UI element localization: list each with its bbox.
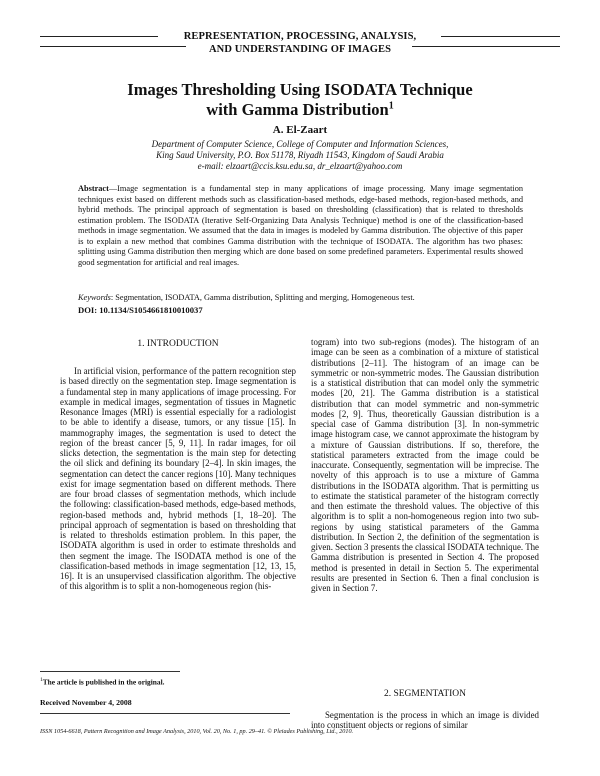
title-line2: with Gamma Distribution (206, 100, 389, 119)
affiliation-line1: Department of Computer Science, College of Computer and Information Sciences, (151, 139, 449, 149)
keywords-label: Keywords (78, 293, 111, 302)
title-line2-wrap (0, 100, 600, 120)
footnote (40, 676, 260, 686)
journal-footer: ISSN 1054-6618, Pattern Recognition and Image Analysis, 2010, Vol. 20, No. 1, pp. 29–41. © Pleiades Publishing, Ltd., 2010. (40, 728, 354, 735)
abstract-text: —Image segmentation is a fundamental step in many applications of image processing. Many image segmentation techniques exist based on different methods such as classification-based methods, edge-based methods, region-based methods, and hybrid methods. The principal approach of segmentation is based on thresholding (classification) that is related to thresholds estimation problem. The ISODATA (Iterative Self-Organizing Data Analysis Technique) method is one of the classification-based methods in image segmentation. We assumed that the data in images is modeled by Gamma distribution. The objective of this paper is to explain a new method that combines Gamma distribution with the technique of ISODATA. The algorithm has two phases: splitting using Gamma distribution then merging which are done based on some predefined parameters. Experimental results showed good segmentation for artificial and real images. (78, 184, 523, 267)
journal-header-line2: AND UNDERSTANDING OF IMAGES (208, 44, 392, 55)
footnote-text: The article is published in the original. (42, 677, 165, 687)
doi: DOI: 10.1134/S1054661810010037 (78, 305, 203, 315)
keywords (78, 293, 523, 304)
intro-left-column: In artificial vision, performance of the pattern recognition step is based directly on the segmentation step. Image segmentation is a fundamental step in many applications of image processing. For example in medical images, segmentation of tissues in Magnetic Resonance Images (MRI) is essential especially for a radiologist to be able to identify a disease, tumors, or any tissue [15]. In mammography images, the segmentation is used to detect the region of the breast cancer [5, 9, 11]. In radar images, for oil slicks detection, the segmentation is the main step for detecting the oil slick and defining its boundary [2–4]. In skin images, the segmentation can detect the cancer regions [10]. Many techniques exist for image segmentation based on different methods. There are four broad classes of segmentation methods, which include the following: classification-based methods, edge-based methods, region-based methods and, hybrid methods [1, 18–20]. The principal approach of segmentation is based on thresholding that is related to thresholds estimation problem. In this paper, the ISODATA algorithm is used in order to estimate thresholds and then segment the image. The ISODATA method is one of the classification-based methods in image segmentation [12, 13, 15, 16]. It is an unsupervised classification algorithm. The objective of this algorithm is to split a non-homogeneous region (his- (60, 366, 296, 592)
abstract-label: Abstract (78, 184, 109, 193)
keywords-text: : Segmentation, ISODATA, Gamma distribution, Splitting and merging, Homogeneous test. (110, 293, 415, 302)
received-rule (40, 713, 290, 714)
section1-heading: 1. INTRODUCTION (137, 339, 219, 349)
received-date: Received November 4, 2008 (40, 698, 132, 707)
affiliation-line2: King Saud University, P.O. Box 51178, Riyadh 11543, Kingdom of Saudi Arabia (156, 150, 444, 160)
journal-section-header (0, 30, 600, 56)
title-line1: Images Thresholding Using ISODATA Technique (127, 80, 473, 99)
journal-header-line1: REPRESENTATION, PROCESSING, ANALYSIS, (183, 31, 417, 42)
paper-title (0, 80, 600, 120)
footnote-rule (40, 671, 180, 672)
affiliation (0, 139, 600, 172)
affiliation-email: e-mail: elzaart@ccis.ksu.edu.sa, dr_elzaart@yahoo.com (197, 161, 403, 171)
author-name: A. El-Zaart (272, 124, 328, 136)
intro-right-column: togram) into two sub-regions (modes). The histogram of an image can be seen as a combination of a mixture of statistical distributions [2–11]. The histogram of an image can be symmetric or non-symmetric modes. The Gaussian distribution is a statistical distribution that can model only the symmetric modes [20, 21]. The Gamma distribution is a statistical distribution that can model symmetric and non-symmetric modes [2, 9]. Thus, theoretically Gaussian distribution is a special case of Gamma distribution [3]. In non-symmetric image histogram case, we cannot approximate the histogram by a mixture of Gaussian distributions. If so, therefore, the statistical parameters extracted from the image could be inaccurate. Consequently, segmentation will be imprecise. The novelty of this approach is to use a mixture of Gamma distributions in the ISODATA algorithm. That is permitting us to estimate the statistical parameter of the histogram correctly and then estimate the threshold values. The objective of this algorithm is to split a non-homogeneous region into two sub-regions by using statistical parameters of the Gamma distribution. In Section 2, the definition of the segmentation is given. Section 3 presents the classical ISODATA technique. The Gamma distribution is presented in Section 4. The proposed method is presented in detail in Section 5. The experimental results are presented in Section 6. Then a final conclusion is given in Section 7. (311, 337, 539, 593)
segmentation-text: Segmentation is the process in which an image is divided into constituent objects or regions of similar (311, 710, 539, 731)
section2-heading: 2. SEGMENTATION (383, 689, 467, 699)
title-footnote-mark: 1 (388, 100, 394, 112)
footnote-mark: 1 (40, 677, 43, 683)
abstract (78, 184, 523, 268)
